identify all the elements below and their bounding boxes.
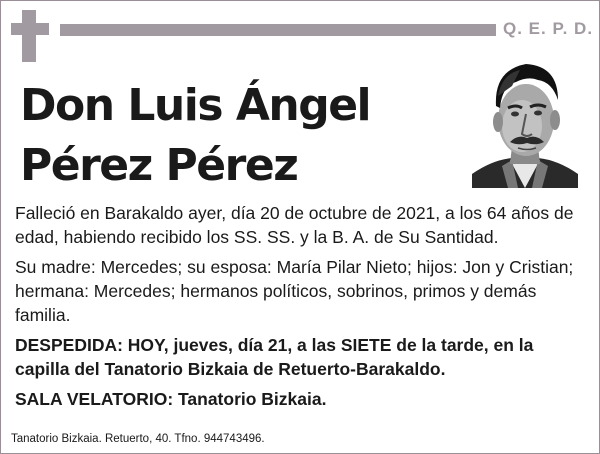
portrait-image [472, 56, 578, 188]
wake-room-paragraph: SALA VELATORIO: Tanatorio Bizkaia. [15, 389, 327, 409]
name-line-1: Don Luis Ángel [20, 80, 371, 131]
farewell-paragraph: DESPEDIDA: HOY, jueves, día 21, a las SIETE de la tarde, en la capilla del Tanatorio Bizkaia de Retuerto-Barakaldo. [15, 335, 534, 379]
family-paragraph: Su madre: Mercedes; su esposa: María Pilar Nieto; hijos: Jon y Cristian; hermana: Mercedes; hermanos políticos, sobrinos, primos y demás familia. [15, 257, 574, 325]
portrait-photo [472, 56, 578, 188]
death-notice-paragraph: Falleció en Barakaldo ayer, día 20 de octubre de 2021, a los 64 años de edad, habiendo recibido los SS. SS. y la B. A. de Su Santidad. [15, 203, 574, 247]
cross-icon-horizontal [11, 23, 49, 35]
name-line-2: Pérez Pérez [20, 140, 298, 191]
qepd-label: Q. E. P. D. [503, 19, 594, 38]
funeral-home-footer: Tanatorio Bizkaia. Retuerto, 40. Tfno. 944743496. [11, 433, 265, 445]
cross-icon-vertical [22, 10, 36, 62]
header-bar [60, 24, 496, 36]
obituary-body [15, 201, 587, 417]
deceased-name [20, 76, 460, 196]
